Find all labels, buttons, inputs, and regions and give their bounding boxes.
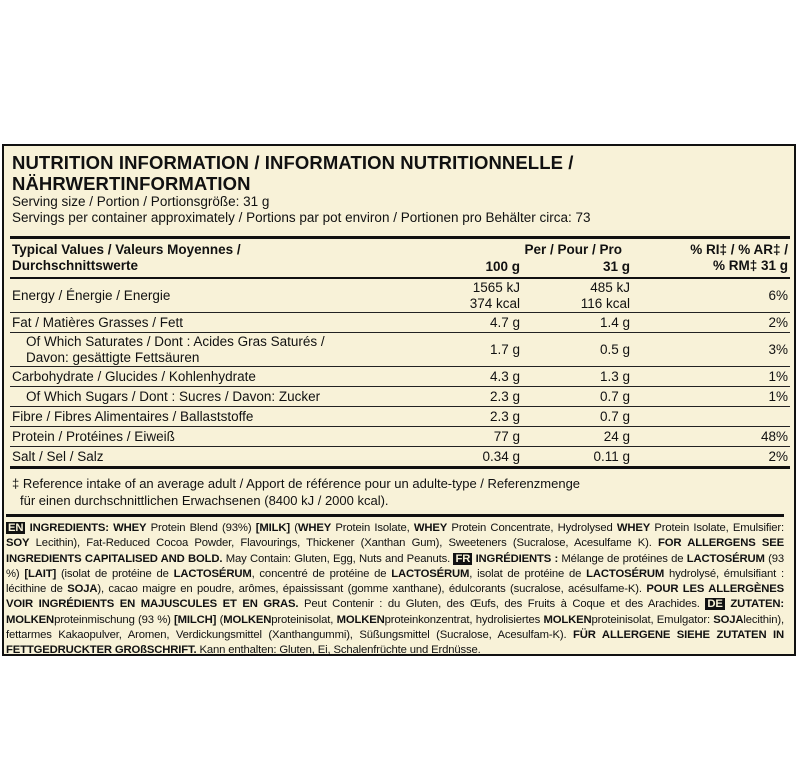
- col-header-typical-line1: Typical Values / Valeurs Moyennes /: [12, 242, 241, 257]
- label-title-line2: NÄHRWERTINFORMATION: [12, 173, 251, 194]
- ingredients-text: (: [216, 613, 224, 626]
- ingredients-text: (93 %): [6, 552, 784, 580]
- value-31g: 1.3 g: [599, 369, 630, 384]
- table-row-fibre: [10, 407, 790, 427]
- serving-size: Serving size / Portion / Portionsgröße: 31 g: [12, 194, 270, 209]
- ingredients-text: [MILK]: [255, 522, 290, 534]
- servings-per-container: Servings per container approximately / Portions par pot environ / Portionen pro Behälter circa: 73: [12, 210, 591, 225]
- ingredients-text: Protein Concentrate, Hydrolysed: [447, 522, 617, 534]
- ingredients-text: SOY: [6, 537, 30, 550]
- nutrient-name: Carbohydrate / Glucides / Kohlenhydrate: [12, 369, 256, 384]
- ingredients-text: Protein Isolate, Emulsifier:: [650, 522, 784, 534]
- value-ri: 48%: [760, 429, 788, 444]
- ingredients-text: INGREDIENTS: WHEY: [29, 522, 147, 534]
- ingredients-text: proteinisolat,: [271, 613, 337, 626]
- ingredients-text: hydrolysé, émulsifiant : lécithine de: [6, 567, 784, 596]
- footnote-line1: ‡ Reference intake of an average adult / Apport de référence pour un adulte-type / Referenzmenge: [12, 476, 581, 491]
- nutrient-name: [12, 334, 325, 366]
- ingredients-text: proteinisolat, Emulgator:: [591, 613, 714, 626]
- ingredients-text: proteinkonzentrat, hydrolisiertes: [384, 613, 544, 626]
- footnote-line2: für einen durchschnittlichen Erwachsenen (8400 kJ / 2000 kcal).: [20, 493, 389, 508]
- table-row-energy: [10, 279, 790, 313]
- value-100g: 2.3 g: [489, 389, 520, 404]
- value-100g: 4.7 g: [489, 315, 520, 330]
- value-100g: [470, 280, 520, 312]
- table-header: [10, 239, 790, 279]
- col-header-typical: [12, 242, 241, 274]
- ingredients-text: Peut Contenir : du Gluten, des Œufs, des Fruits à Coque et des Arachides.: [298, 598, 706, 611]
- value-31g: [581, 280, 630, 312]
- col-header-ri-line2: % RM‡ 31 g: [712, 258, 788, 273]
- ingredients-text: WHEY: [616, 522, 651, 534]
- ingredients-text: [LAIT]: [24, 567, 57, 580]
- nutrient-name: Fibre / Fibres Alimentaires / Ballaststoffe: [12, 409, 254, 424]
- col-header-ri: [690, 242, 788, 274]
- nutrient-name-line1: Of Which Saturates / Dont : Acides Gras Saturés /: [26, 334, 325, 349]
- value-31g: 0.11 g: [593, 449, 630, 464]
- ingredients-text: ZUTATEN: MOLKEN: [6, 598, 784, 626]
- ingredients-text: [MILCH]: [174, 613, 217, 626]
- table-row-sugars: [10, 387, 790, 407]
- lang-tag-fr: FR: [455, 552, 471, 565]
- lang-tag-de: DE: [707, 598, 723, 611]
- col-header-ri-line1: % RI‡ / % AR‡ /: [690, 242, 788, 257]
- ingredients-text: Kann enthalten: Gluten, Ei, Schalenfrüchte und Erdnüsse.: [196, 644, 481, 657]
- ingredients-text: SOJA: [713, 613, 744, 626]
- ingredients-text: May Contain: Gluten, Egg, Nuts and Peanuts.: [222, 552, 454, 565]
- table-row-fat: [10, 313, 790, 333]
- ingredients-text: Lecithin), Fat-Reduced Cocoa Powder, Flavourings, Thickener (Xanthan Gum), Sweeteners (Sucralose, Acesulfame K).: [29, 537, 659, 550]
- value-ri: 6%: [768, 288, 788, 303]
- ingredients-text: INGRÉDIENTS :: [475, 552, 559, 565]
- value-ri: 2%: [768, 315, 788, 330]
- reference-intake-footnote: [12, 475, 580, 509]
- ingredients-text: WHEY: [413, 522, 448, 534]
- ingredients-text: FÜR ALLERGENE SIEHE ZUTATEN IN FETTGEDRUCKTER GROßSCHRIFT.: [6, 629, 784, 657]
- ingredients-text: MOLKEN: [223, 613, 272, 626]
- value-100g: 0.34 g: [482, 449, 520, 464]
- nutrient-name: Energy / Énergie / Energie: [12, 288, 171, 303]
- value-100g: 4.3 g: [489, 369, 520, 384]
- col-header-typical-line2: Durchschnittswerte: [12, 258, 139, 273]
- ingredients-text: LACTOSÉRUM: [173, 567, 252, 580]
- ingredients-text: Mélange de protéines de: [558, 552, 687, 565]
- nutrient-name: Protein / Protéines / Eiweiß: [12, 429, 175, 444]
- ingredients-text: (: [289, 522, 298, 534]
- label-header: [12, 152, 792, 226]
- ingredients-text: Protein Isolate,: [331, 522, 414, 534]
- value-31g-kcal: 116 kcal: [580, 296, 630, 311]
- ingredients-text: POUR LES ALLERGÈNES VOIR INGRÉDIENTS EN MAJUSCULES ET EN GRAS.: [6, 583, 784, 611]
- ingredients-text: FOR ALLERGENS SEE INGREDIENTS CAPITALISED AND BOLD.: [6, 537, 784, 565]
- ingredients-text: WHEY: [297, 522, 332, 534]
- col-header-31g: 31 g: [602, 259, 630, 274]
- nutrient-name: Fat / Matières Grasses / Fett: [12, 315, 184, 330]
- ingredients-text: LACTOSÉRUM: [391, 567, 470, 580]
- ingredients-text: ), cacao maigre en poudre, arômes, épaississant (gomme xanthane), édulcorants (sucralose, acésulfame-K).: [97, 583, 647, 596]
- value-31g: 0.7 g: [599, 409, 630, 424]
- value-100g-kj: 1565 kJ: [472, 280, 520, 295]
- value-31g: 24 g: [603, 429, 630, 444]
- value-ri: 1%: [768, 389, 788, 404]
- nutrition-label: [2, 144, 796, 656]
- value-ri: 3%: [768, 342, 788, 357]
- nutrition-table: [10, 236, 790, 469]
- value-31g-kj: 485 kJ: [590, 280, 630, 295]
- label-title-line1: NUTRITION INFORMATION / INFORMATION NUTRITIONNELLE /: [12, 152, 574, 173]
- value-100g: 2.3 g: [489, 409, 520, 424]
- ingredients-text: Protein Blend (93%): [146, 522, 256, 534]
- lang-tag-en: EN: [8, 522, 24, 534]
- value-31g: 1.4 g: [599, 315, 630, 330]
- nutrient-name: Of Which Sugars / Dont : Sucres / Davon: Zucker: [26, 389, 321, 404]
- col-header-per: Per / Pour / Pro: [524, 242, 622, 257]
- ingredients-text: , concentré de protéine de: [251, 567, 392, 580]
- table-row-protein: [10, 427, 790, 447]
- value-100g: 1.7 g: [489, 342, 520, 357]
- ingredients-text: lecithin), fettarmes Kakaopulver, Aromen, Verdickungsmittel (Xanthangummi), Süßungsmittel (Sucralose, Acesulfam-K).: [6, 613, 784, 642]
- ingredients-text: LACTOSÉRUM: [586, 567, 665, 580]
- value-ri: 2%: [768, 449, 788, 464]
- col-header-100g: 100 g: [485, 259, 520, 274]
- table-row-carbohydrate: [10, 367, 790, 387]
- ingredients-text: MOLKEN: [543, 613, 592, 626]
- value-31g: 0.5 g: [599, 342, 630, 357]
- value-100g-kcal: 374 kcal: [469, 296, 520, 311]
- ingredients-text: (isolat de protéine de: [56, 567, 174, 580]
- value-ri: 1%: [768, 369, 788, 384]
- ingredients-text: MOLKEN: [336, 613, 385, 626]
- ingredients-text: proteinmischung (93 %): [54, 613, 175, 626]
- ingredients-text: LACTOSÉRUM: [686, 552, 765, 565]
- value-100g: 77 g: [493, 429, 520, 444]
- table-row-saturates: [10, 333, 790, 367]
- table-row-salt: [10, 447, 790, 469]
- ingredients-text: , isolat de protéine de: [469, 567, 587, 580]
- ingredients-text: SOJA: [67, 583, 98, 596]
- nutrient-name: Salt / Sel / Salz: [12, 449, 104, 464]
- value-31g: 0.7 g: [599, 389, 630, 404]
- nutrient-name-line2: Davon: gesättigte Fettsäuren: [26, 350, 200, 365]
- ingredients-block: [6, 514, 784, 659]
